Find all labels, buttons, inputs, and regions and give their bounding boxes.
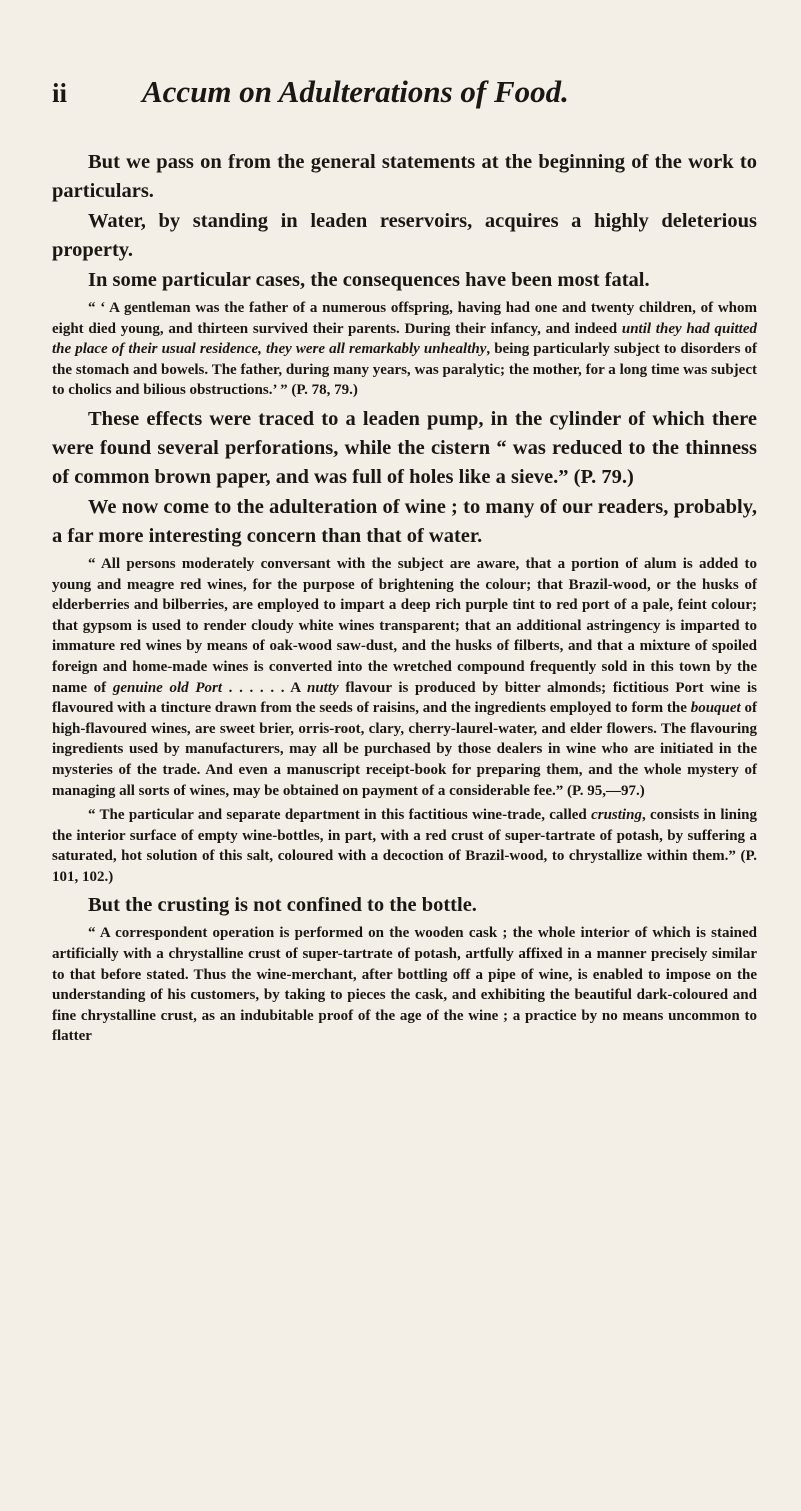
quote-italic: nutty xyxy=(306,679,339,696)
quote-italic: crusting xyxy=(591,807,642,824)
quote-text: , being particularly subject to disorders of the stomach and bowels. The father, during many years, was paralytic; the mother, for a long time was subject to cholics and bilious obstructions.’ ” (P. 78, 79.) xyxy=(52,341,757,399)
page-number: ii xyxy=(52,78,68,108)
bottom-margin xyxy=(0,1380,801,1500)
quote-text: , consists in lining the interior surface of empty wine-bottles, in part, with a red crust of super-tartrate of potash, by suffering a saturated, hot solution of this salt, coloured with a decoction of Brazil-wood, to chrystallize within them.” (P. 101, 102.) xyxy=(52,807,758,885)
quote-italic: until they had quitted the place of their usual residence, they were all remarkably unhealthy xyxy=(52,320,757,358)
quote-text: “ All persons moderately conversant with the subject are aware, that a portion of alum is added to young and meagre red wines, for the purpose of brightening the colour; that Brazil-wood, or the husks of elderberries and bilberries, are employed to impart a deep rich purple tint to red port of a pale, feint colour; that gypsom is used to render cloudy white wines transparent; that an additional astringency is imparted to immature red wines by means of oak-wood saw-dust, and the husks of filberts, and that a mixture of spoiled foreign and home-made wines is converted into the wretched compound frequently sold in this town by the name of xyxy=(52,555,757,696)
quote-text: flavour is produced by bitter almonds; fictitious Port wine is flavoured with a tincture drawn from the seeds of raisins, and the ingredients employed to form the xyxy=(52,679,757,717)
paragraph: We now come to the adulteration of wine ; to many of our readers, probably, a far more interesting concern than that of water. xyxy=(52,495,757,547)
quote-text: of high-flavoured wines, are sweet brier, orris-root, clary, cherry-laurel-water, and elder flowers. The flavouring ingredients used by manufacturers, may all be purchased by those dealers in wine who are initiated in the mysteries of the trade. And even a manuscript receipt-book for preparing them, and the whole mystery of managing all sorts of wines, may be obtained on payment of a considerable fee.” (P. 95,—97.) xyxy=(52,700,757,799)
running-title: Accum on Adulterations of Food. xyxy=(142,74,569,109)
quote-text: . . . . . . A xyxy=(222,679,307,696)
page-body xyxy=(52,148,757,1051)
quote-text: “ The particular and separate department in this factitious wine-trade, called xyxy=(88,807,592,824)
quote-italic: genuine old Port xyxy=(112,679,222,696)
paragraph: In some particular cases, the consequences have been most fatal. xyxy=(88,269,650,291)
quote-text: “ ‘ A gentleman was the father of a numerous offspring, having had one and twenty children, of whom eight died young, and thirteen survived their parents. During their infancy, and indeed xyxy=(52,300,757,337)
paragraph: But the crusting is not confined to the bottle. xyxy=(88,894,477,917)
paragraph: But we pass on from the general statements at the beginning of the work to particulars. xyxy=(52,151,757,202)
page-header xyxy=(52,70,752,120)
paragraph: These effects were traced to a leaden pump, in the cylinder of which there were found several perforations, while the cistern “ was reduced to the thinness of common brown paper, and was full of holes like a sieve.” (P. 79.) xyxy=(52,407,757,488)
block-quote: “ A correspondent operation is performed on the wooden cask ; the whole interior of which is stained artificially with a chrystalline crust of super-tartrate of potash, artfully affixed in a manner precisely similar to that before stated. Thus the wine-merchant, after bottling off a pipe of wine, is enabled to impose on the understanding of his customers, by taking to pieces the cask, and exhibiting the beautiful dark-coloured and fine chrystalline crust, as an indubitable proof of the age of the wine ; a practice by no means uncommon to flatter xyxy=(52,925,757,1045)
paragraph: Water, by standing in leaden reservoirs, acquires a highly deleterious property. xyxy=(52,210,757,261)
block-quote xyxy=(52,298,757,401)
quote-italic: bouquet xyxy=(690,700,741,717)
block-quote xyxy=(52,554,757,801)
block-quote xyxy=(52,805,757,887)
